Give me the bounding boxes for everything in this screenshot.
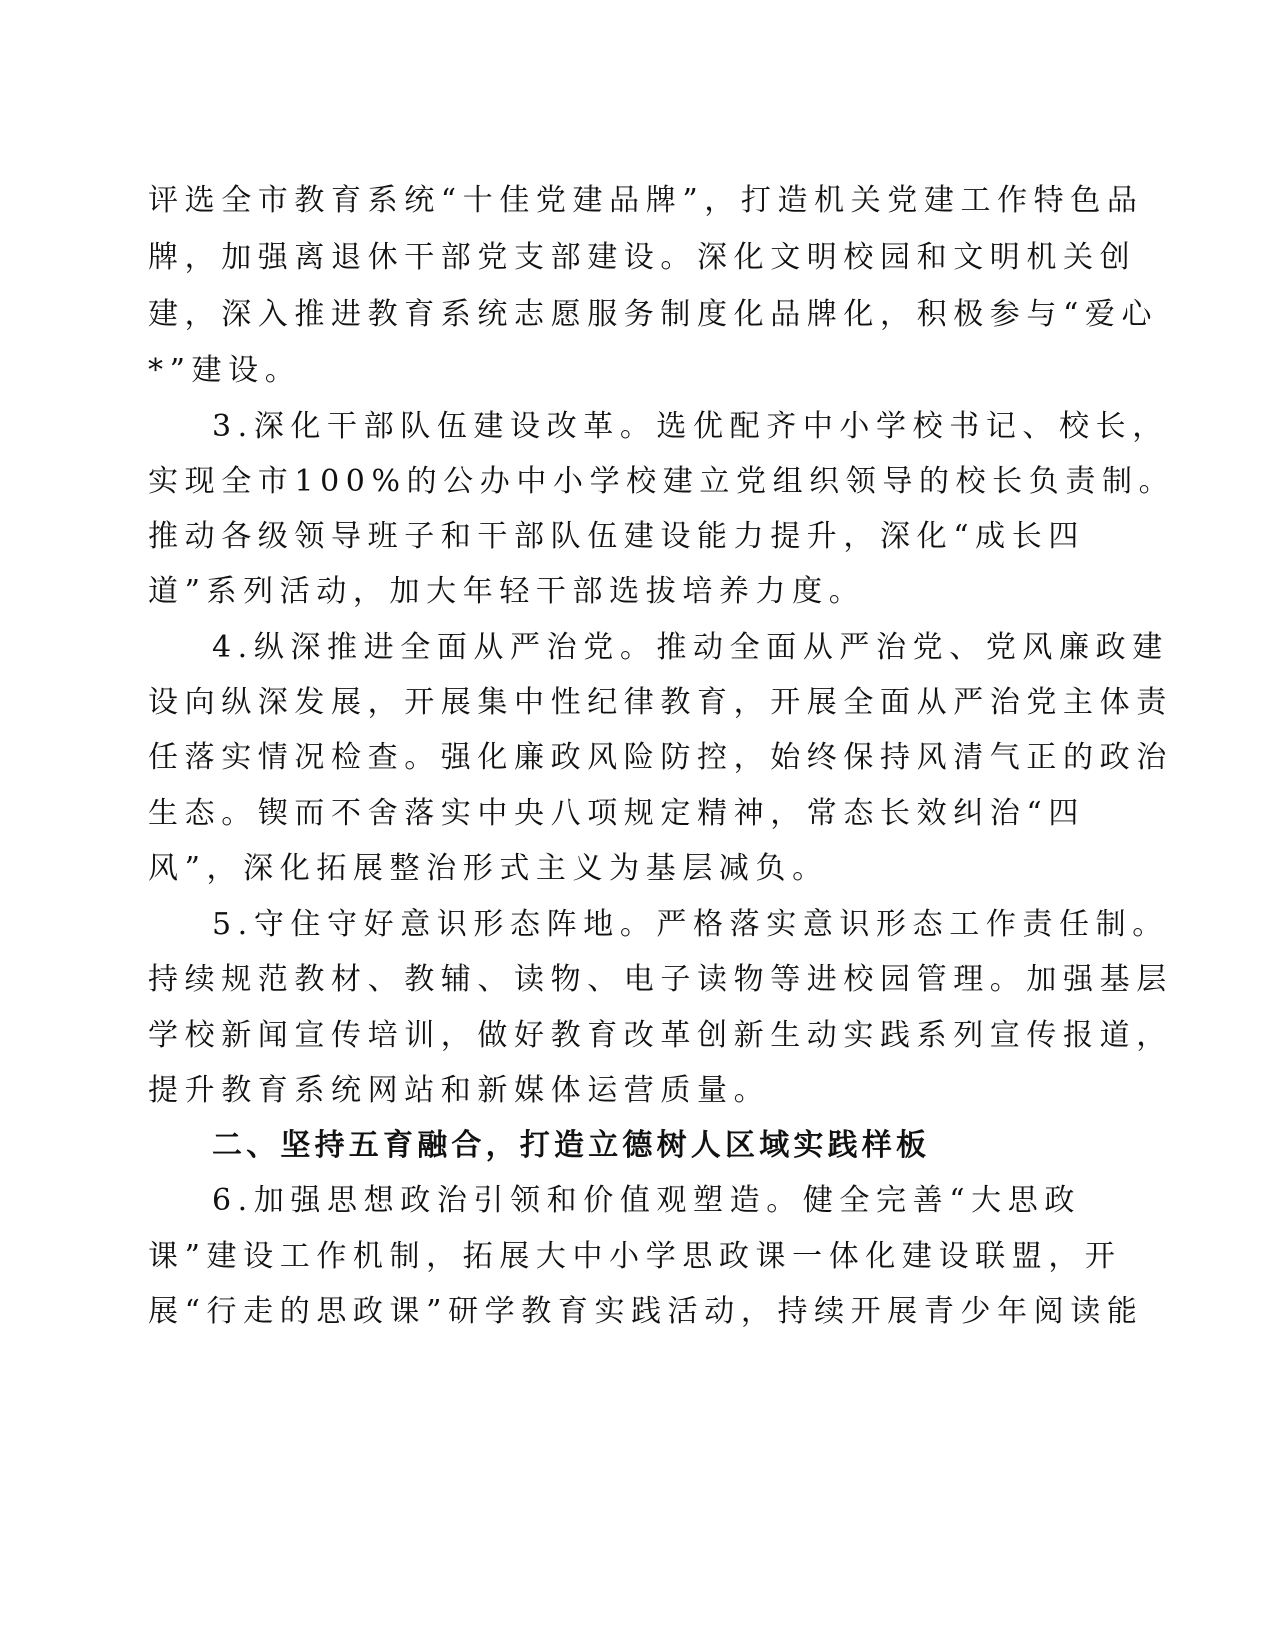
text-line: 5.守住守好意识形态阵地。严格落实意识形态工作责任制。 (212, 907, 1169, 942)
section-heading: 二、坚持五育融合，打造立德树人区域实践样板 (212, 1128, 931, 1163)
text-line: 风”，深化拓展整治形式主义为基层减负。 (148, 851, 829, 886)
text-line: 道”系列活动，加大年轻干部选拔培养力度。 (148, 574, 866, 609)
text-line: 牌，加强离退休干部党支部建设。深化文明校园和文明机关创 (148, 240, 1137, 275)
text-line: 建，深入推进教育系统志愿服务制度化品牌化，积极参与“爱心 (148, 297, 1159, 332)
text-line: 4.纵深推进全面从严治党。推动全面从严治党、党风廉政建 (212, 630, 1169, 665)
text-line: 推动各级领导班子和干部队伍建设能力提升，深化“成长四 (148, 519, 1085, 554)
text-line: 展“行走的思政课”研学教育实践活动，持续开展青少年阅读能 (148, 1294, 1144, 1329)
text-line: 课”建设工作机制，拓展大中小学思政课一体化建设联盟，开 (148, 1239, 1122, 1274)
text-line: 3.深化干部队伍建设改革。选优配齐中小学校书记、校长， (212, 409, 1169, 444)
text-line: 设向纵深发展，开展集中性纪律教育，开展全面从严治党主体责 (148, 685, 1173, 720)
text-line: 学校新闻宣传培训，做好教育改革创新生动实践系列宣传报道， (148, 1018, 1173, 1053)
text-line: 任落实情况检查。强化廉政风险防控，始终保持风清气正的政治 (148, 740, 1173, 775)
text-line: *”建设。 (148, 353, 302, 388)
text-line: 持续规范教材、教辅、读物、电子读物等进校园管理。加强基层 (148, 962, 1173, 997)
text-line: 实现全市100%的公办中小学校建立党组织领导的校长负责制。 (148, 464, 1176, 499)
text-line: 生态。锲而不舍落实中央八项规定精神，常态长效纠治“四 (148, 796, 1085, 831)
text-line: 提升教育系统网站和新媒体运营质量。 (148, 1073, 771, 1108)
text-line: 评选全市教育系统“十佳党建品牌”，打造机关党建工作特色品 (148, 183, 1144, 218)
text-line: 6.加强思想政治引领和价值观塑造。健全完善“大思政 (212, 1183, 1081, 1218)
